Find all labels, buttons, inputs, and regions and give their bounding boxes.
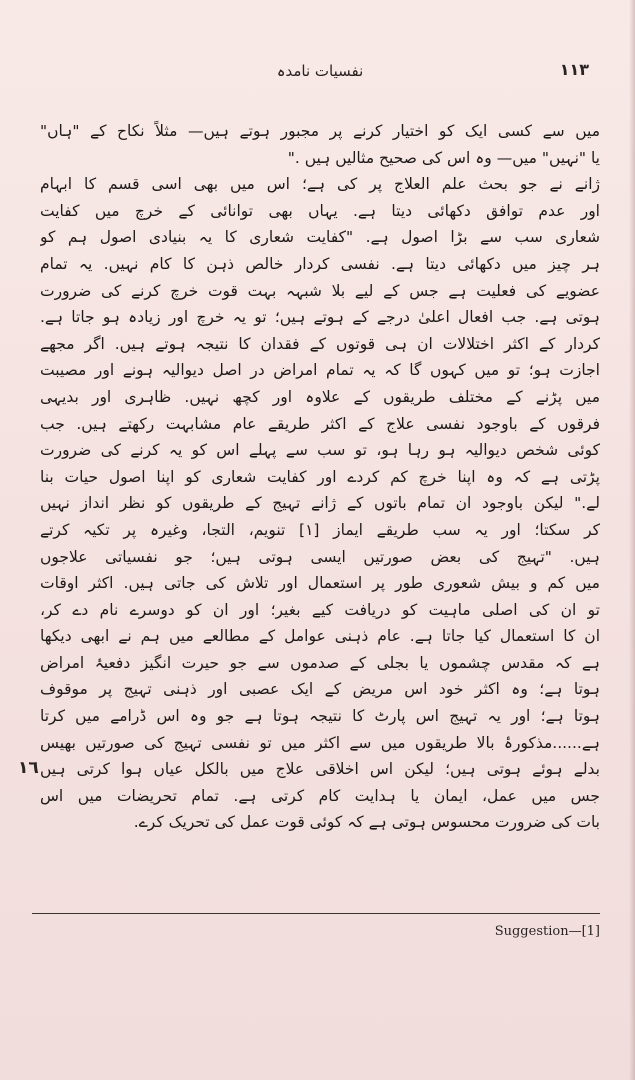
footnote-divider [32, 913, 600, 914]
text-line: اور عدم توافق دکھائی دیتا ہے. یہاں بھی توانائی کے خرچ میں کفایت [40, 201, 600, 220]
body-text [40, 118, 600, 836]
text-line: ہے......مذکورۂ بالا طریقوں میں سے اکثر میں تو نفسی تہیج کی صورتیں بھیس [40, 733, 600, 752]
page-header [0, 60, 635, 88]
text-line: میں کم و بیش شعوری طور پر استعمال اور تلاش کی جاتی ہیں. اکثر اوقات [40, 574, 600, 593]
text-line: ہے کہ مقدس چشموں یا بجلی کے صدموں سے جو حیرت انگیز دفعیۂ امراض [40, 653, 600, 672]
text-line: ہوتا ہے؛ وہ اکثر خود اس مریض کے ایک عصبی اور ذہنی تہیج پر موقوف [40, 680, 600, 699]
text-line: ژانے نے جو بحث علم العلاج پر کی ہے؛ اس میں بھی اسی قسم کا ابہام [40, 175, 600, 194]
text-line: پڑتی ہے کہ وہ اپنا خرچ کم کردے اور کفایت شعاری کو اپنا اصول حیات بنا [40, 467, 600, 486]
text-line: کوئی شخص دیوالیہ ہو رہا ہو، تو سب سے پہلے اس کو یہ کرنے کی ضرورت [40, 441, 600, 460]
text-line: فرقوں کے باوجود نفسی علاج کے اکثر طریقے عام مشابہت رکھتے ہیں. جب [40, 414, 600, 433]
text-line: میں پڑنے کے مختلف طریقوں کے علاوہ اور کچھ نہیں. ظاہری اور بدیہی [40, 387, 600, 406]
text-line: میں سے کسی ایک کو اختیار کرنے پر مجبور ہوتے ہیں— مثلاً نکاح کے "ہاں" [40, 122, 600, 140]
text-line: ان کا استعمال کیا جاتا ہے. عام ذہنی عوامل کے مطالعے میں ہم نے ابھی دیکھا [40, 627, 600, 646]
page-number: ۱۱۳ [559, 60, 589, 79]
text-line: اجازت ہو؛ تو میں کہوں گا کہ یہ تمام امراض در اصل دیوالیہ ہونے اور مصیبت [40, 361, 600, 380]
text-line: ہیں. "تہیج کی بعض صورتیں ایسی ہوتی ہیں؛ جو نفسیاتی علاجوں [40, 547, 600, 566]
text-line: بات کی ضرورت محسوس ہوتی ہے کہ کوئی قوت عمل کی تحریک کرے. [133, 813, 600, 832]
text-line: کردار کے اکثر اختلالات ان ہی قوتوں کے فقدان کا نتیجہ ہوتے ہیں. اگر مجھے [40, 334, 600, 353]
text-line: شعاری سب سے بڑا اصول ہے. "کفایت شعاری کا یہ بنیادی اصول ہم کو [40, 228, 600, 247]
text-line: بدلے ہوئے ہوتی ہیں؛ لیکن اس اخلاقی علاج میں بالکل عیاں ہوا کرتی ہیں [40, 760, 600, 779]
running-title: نفسیات نامدہ [276, 62, 364, 80]
footnote: Suggestion—[1] [494, 924, 600, 939]
text-line: ہوتا ہے؛ اور یہ تہیج اس پارٹ کا نتیجہ ہوتا ہے جو وہ اس ڈرامے میں کرتا [40, 707, 600, 726]
margin-number: ۱٦ [18, 758, 39, 778]
text-line: کر سکتا؛ اور یہ سب طریقے ایماز [۱] تنویم، التجا، وغیرہ پر تکیہ کرتے [40, 520, 600, 539]
text-line: تو ان کی اصلی ماہیت کو دریافت کیے بغیر؛ اور ان کو دوسرے نام دے کر، [40, 600, 600, 619]
text-line: لے." لیکن باوجود ان تمام باتوں کے ژانے تہیج کے طریقوں کو نظر انداز نہیں [40, 494, 600, 513]
text-line: ہوتی ہے. جب افعال اعلیٰ درجے کے ہوتے ہیں؛ تو یہ خرچ اور زیادہ ہو جاتا ہے. [40, 308, 600, 327]
text-line: عضویے کی فعلیت ہے جس کے لیے بلا شبہہ بہت قوت خرچ کرنے کی ضرورت [40, 281, 600, 300]
text-line: ہر چیز میں دکھائی دیتا ہے. نفسی کردار خالص ذہن کا کام نہیں. یہ تمام [40, 254, 600, 273]
text-line: یا "نہیں" میں— وہ اس کی صحیح مثالیں ہیں ." [287, 148, 600, 167]
text-line: جس میں عمل، ایمان یا ہدایت کام کرتی ہے. تمام تحریضات میں اس [40, 786, 600, 805]
page-edge-shadow [629, 0, 635, 1080]
